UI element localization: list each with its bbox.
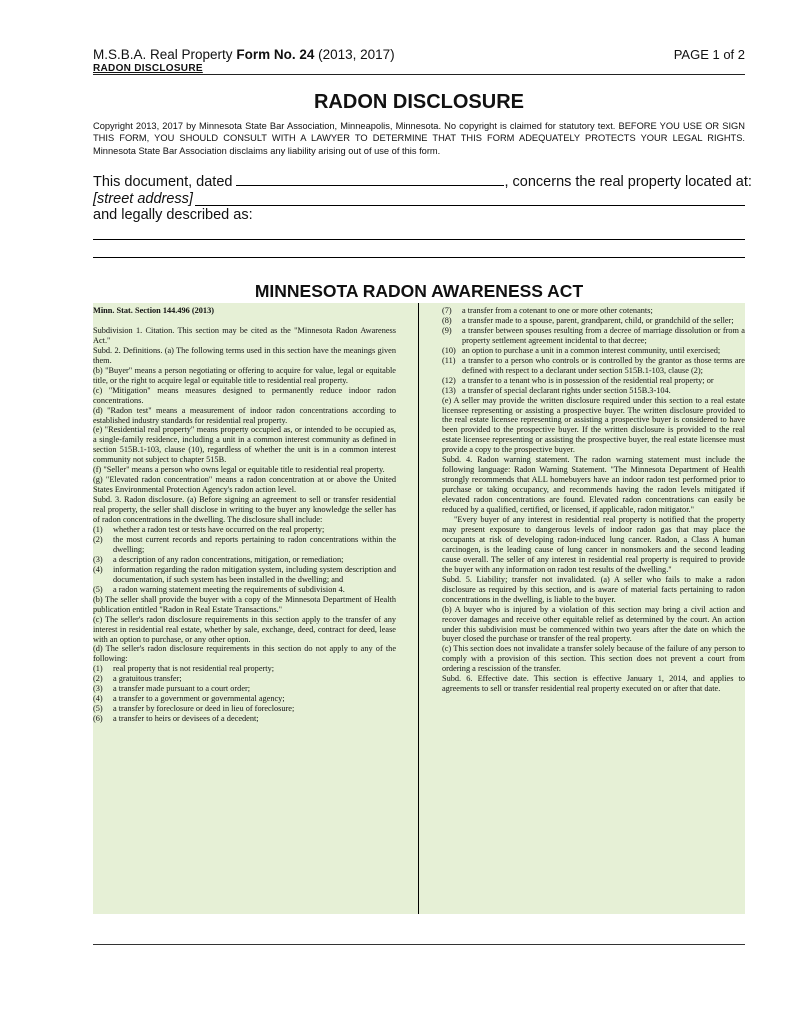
list-item: (6) a transfer to heirs or devisees of a decedent; [93,714,259,724]
statute-citation: Minn. Stat. Section 144.496 (2013) [93,306,214,315]
radon-warning-notice: "Every buyer of any interest in residential real property is notified that the property may present exposure to dangerous levels of indoor radon gas that may place the occupants at risk of developing radon-induced lung cancer. Radon, a Class A human carcinogen, is the leading cause of lung cancer in nonsmokers and the second leading cause overall. The seller of any interest in residential real property is required to provide the buyer with any information on radon test results of the dwelling." [442,515,745,574]
definition-mitigation: (c) "Mitigation" means measures designed to permanently reduce indoor radon concentrations. [93,385,396,405]
act-title: MINNESOTA RADON AWARENESS ACT [93,281,745,305]
legal-description-field-line-1[interactable] [93,239,745,240]
definition-seller: (f) "Seller" means a person who owns legal or equitable title to residential real property. [93,465,385,475]
street-address-field[interactable] [195,194,745,206]
subdivision-5: Subd. 5. Liability; transfer not invalidated. (a) A seller who fails to make a radon disclosure as required by this section, and is aware of material facts pertaining to radon concentrations in the dwelling, is liable to the buyer. [442,574,745,604]
subdivision-3d: (d) The seller's radon disclosure requirements in this section do not apply to any of the following: [93,644,396,664]
header-subtitle: RADON DISCLOSURE [93,63,203,74]
list-item: (2) the most current records and reports pertaining to radon concentrations within the dwelling; [93,534,396,554]
legal-description-field-line-2[interactable] [93,257,745,258]
definition-radon-test: (d) "Radon test" means a measurement of indoor radon concentrations according to established industry standards for residential real property. [93,405,396,425]
act-right-column [442,306,745,694]
list-item: (5) a radon warning statement meeting the requirements of subdivision 4. [93,584,345,594]
dated-line [93,174,752,190]
act-left-column [93,306,396,724]
column-divider [418,303,419,914]
definition-buyer: (b) "Buyer" means a person negotiating or offering to acquire for value, legal or equitable title, or the right to acquire legal or equitable title to residential real property. [93,365,396,385]
list-item: (7) a transfer from a cotenant to one or more other cotenants; [442,306,653,315]
subdivision-5b: (b) A buyer who is injured by a violation of this section may bring a civil action and recover damages and receive other equitable relief as determined by the court. An action under this subdivision must be commenced within two years after the date on which the buyer closed the purchase or transfer of the real property. [442,604,745,644]
subdivision-1: Subdivision 1. Citation. This section may be cited as the "Minnesota Radon Awareness Act." [93,325,396,345]
list-item: (13) a transfer of special declarant rights under section 515B.3-104. [442,385,671,395]
form-number: Form No. 24 [236,47,315,62]
definition-elevated-radon: (g) "Elevated radon concentration" means a radon concentration at or above the United States Environmental Protection Agency's radon action level. [93,475,396,495]
list-item: (12) a transfer to a tenant who is in possession of the residential real property; or [442,375,714,385]
legal-description-label: and legally described as: [93,207,253,223]
document-title: RADON DISCLOSURE [313,91,524,113]
address-line [93,191,745,207]
list-item: (5) a transfer by foreclosure or deed in lieu of foreclosure; [93,704,295,714]
list-item: (10) an option to purchase a unit in a common interest community, until exercised; [442,345,721,355]
definition-residential-property: (e) "Residential real property" means property occupied as, or intended to be occupied as, a single-family residence, including a unit in a common interest community as defined in section 515B.1-103, clause (10), regardless of whether the unit is in a common interest community not subject to chapter 515B. [93,425,396,465]
form-years: (2013, 2017) [318,47,395,62]
list-item: (1) whether a radon test or tests have occurred on the real property; [93,525,325,535]
page-header [93,47,745,75]
list-item: (2) a gratuitous transfer; [93,674,182,684]
subdivision-3c: (c) The seller's radon disclosure requirements in this section apply to the transfer of any interest in residential real estate, whether by sale, exchange, deed, contract for deed, lease with an option to purchase, or any other option. [93,614,396,644]
list-item: (8) a transfer made to a spouse, parent, grandparent, child, or grandchild of the seller; [442,315,734,325]
dated-label: This document, dated [93,174,233,190]
subdivision-6: Subd. 6. Effective date. This section is effective January 1, 2014, and applies to agreements to sell or transfer residential real property executed on or after that date. [442,674,745,694]
subdivision-2: Subd. 2. Definitions. (a) The following terms used in this section have the meanings given them. [93,345,396,365]
bottom-rule [93,944,745,945]
list-item: (3) a description of any radon concentrations, mitigation, or remediation; [93,554,344,564]
list-item: (4) a transfer to a government or governmental agency; [93,694,285,704]
list-item: (11) a transfer to a person who controls or is controlled by the grantor as those terms are defined with respect to a declarant under section 515B.1-103, clause (2); [442,355,745,375]
form-identifier [93,47,395,62]
list-item: (4) information regarding the radon mitigation system, including system description and documentation, if such system has been installed in the dwelling; and [93,564,396,584]
date-field[interactable] [236,174,504,186]
subdivision-5c: (c) This section does not invalidate a transfer solely because of the failure of any person to comply with a provision of this section. This section does not prevent a court from ordering a rescission of the transfer. [442,644,745,674]
list-item: (9) a transfer between spouses resulting from a decree of marriage dissolution or from a property settlement agreement incidental to that decree; [442,325,745,345]
subdivision-4: Subd. 4. Radon warning statement. The radon warning statement must include the following language: Radon Warning Statement. "The Minnesota Department of Health strongly recommends that ALL homebuyers have an indoor radon test performed prior to purchase or taking occupancy, and recommends having the radon levels mitigated if elevated radon concentrations are found. Elevated radon concentrations can easily be reduced by a qualified, certified, or licensed, if applicable, radon mitigator." [442,455,745,515]
subdivision-3e: (e) A seller may provide the written disclosure required under this section to a real estate licensee representing or assisting a prospective buyer. The written disclosure provided to the real estate licensee representing or assisting a prospective buyer is considered to have been provided to the prospective buyer. If the written disclosure is provided to the real estate licensee representing or assisting the prospective buyer, the real estate licensee must provide a copy to the prospective buyer. [442,395,745,455]
subdivision-3b: (b) The seller shall provide the buyer with a copy of the Minnesota Department of Health publication entitled "Radon in Real Estate Transactions." [93,594,396,614]
copyright-notice: Copyright 2013, 2017 by Minnesota State Bar Association, Minneapolis, Minnesota. No copyright is claimed for statutory text. BEFORE YOU USE OR SIGN THIS FORM, YOU SHOULD CONSULT WITH A LAWYER TO DETERMINE THAT THIS FORM ADEQUATELY PROTECTS YOUR LEGAL RIGHTS. Minnesota State Bar Association disclaims any liability arising out of use of this form. [93,121,745,156]
subdivision-3: Subd. 3. Radon disclosure. (a) Before signing an agreement to sell or transfer residential real property, the seller shall disclose in writing to the buyer any knowledge the seller has of radon concentrations in the dwelling. The disclosure shall include: [93,495,396,525]
list-item: (1) real property that is not residential real property; [93,664,275,674]
list-item: (3) a transfer made pursuant to a court order; [93,684,251,694]
page-number: PAGE 1 of 2 [673,47,745,62]
form-prefix: M.S.B.A. Real Property [93,47,233,62]
property-location-label: , concerns the real property located at: [504,174,752,190]
street-address-label: [street address] [93,191,193,207]
